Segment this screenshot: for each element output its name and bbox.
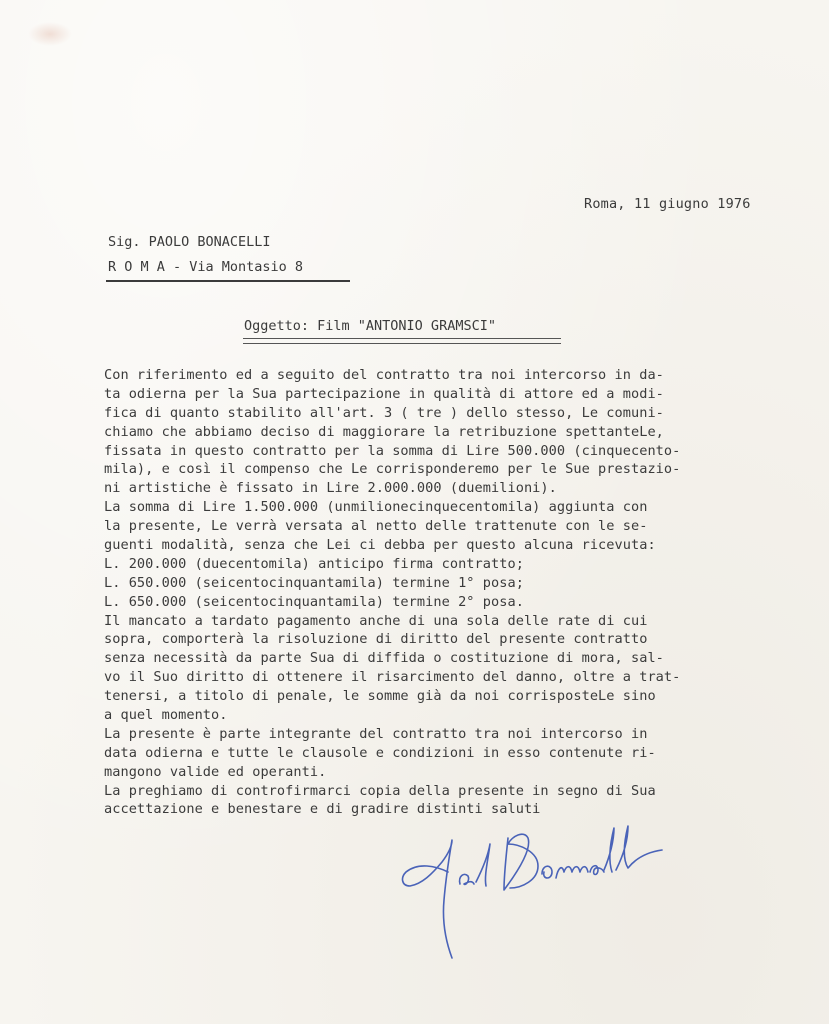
- address-underline: [106, 280, 350, 282]
- letter-date: Roma, 11 giugno 1976: [584, 196, 751, 212]
- body-line: ta odierna per la Sua partecipazione in qualità di attore ed a modi-: [104, 385, 664, 402]
- body-line: La somma di Lire 1.500.000 (unmilionecinquecentomila) aggiunta con: [104, 499, 648, 516]
- body-line: data odierna e tutte le clausole e condizioni in esso contenute ri-: [104, 744, 656, 761]
- handwritten-signature: [392, 800, 722, 970]
- paper-stain: [28, 22, 72, 46]
- body-line: guenti modalità, senza che Lei ci debba per questo alcuna ricevuta:: [104, 537, 656, 554]
- body-line: L. 650.000 (seicentocinquantamila) termine 1° posa;: [104, 574, 524, 591]
- body-line: fica di quanto stabilito all'art. 3 ( tre ) dello stesso, Le comuni-: [104, 404, 664, 421]
- recipient-address: R O M A - Via Montasio 8: [108, 259, 304, 275]
- body-line: senza necessità da parte Sua di diffida o costituzione di mora, sal-: [104, 650, 664, 667]
- body-line: La preghiamo di controfirmarci copia della presente in segno di Sua: [104, 782, 656, 799]
- body-line: La presente è parte integrante del contratto tra noi intercorso in: [104, 725, 648, 742]
- body-line: Il mancato a tardato pagamento anche di una sola delle rate di cui: [104, 612, 648, 629]
- body-line: mangono valide ed operanti.: [104, 763, 327, 780]
- body-line: mila), e così il compenso che Le corrisponderemo per le Sue prestazio-: [104, 461, 681, 478]
- recipient-name: Sig. PAOLO BONACELLI: [108, 234, 271, 250]
- subject-double-underline: [243, 338, 561, 344]
- body-line: vo il Suo diritto di ottenere il risarcimento del danno, oltre a trat-: [104, 669, 681, 686]
- body-line: la presente, Le verrà versata al netto delle trattenute con le se-: [104, 518, 648, 535]
- body-line: accettazione e benestare e di gradire distinti saluti: [104, 801, 541, 818]
- body-line: Con riferimento ed a seguito del contratto tra noi intercorso in da-: [104, 367, 664, 383]
- body-line: a quel momento.: [104, 707, 228, 724]
- body-line: fissata in questo contratto per la somma di Lire 500.000 (cinquecento-: [104, 442, 681, 459]
- body-line: chiamo che abbiamo deciso di maggiorare la retribuzione spettanteLe,: [104, 423, 664, 440]
- letter-body: [104, 366, 804, 819]
- body-line: sopra, comporterà la risoluzione di diritto del presente contratto: [104, 631, 648, 648]
- body-line: tenersi, a titolo di penale, le somme già da noi corrisposteLe sino: [104, 688, 656, 705]
- body-line: ni artistiche è fissato in Lire 2.000.000 (duemilioni).: [104, 480, 557, 497]
- body-line: L. 650.000 (seicentocinquantamila) termine 2° posa.: [104, 593, 524, 610]
- body-line: L. 200.000 (duecentomila) anticipo firma contratto;: [104, 555, 524, 572]
- subject-line: Oggetto: Film "ANTONIO GRAMSCI": [244, 318, 496, 334]
